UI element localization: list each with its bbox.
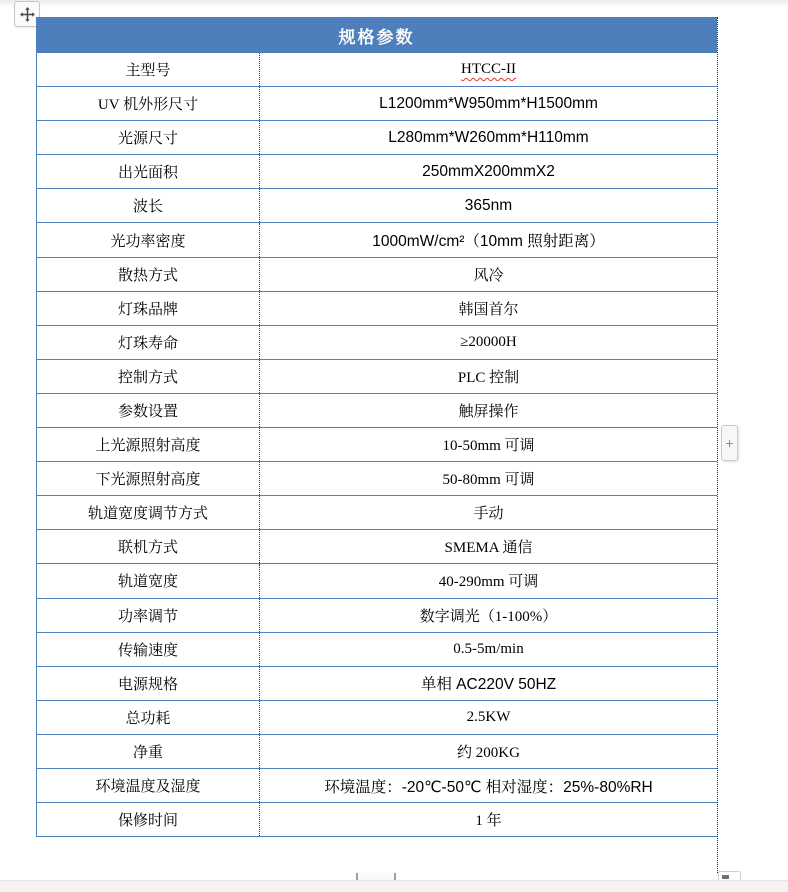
spec-label: 灯珠寿命 <box>117 335 178 352</box>
table-row <box>37 258 717 292</box>
table-row <box>37 564 717 598</box>
table-row <box>37 530 717 564</box>
insert-button[interactable] <box>721 425 738 461</box>
spec-label: 控制方式 <box>117 369 178 386</box>
window-top-edge <box>0 0 788 7</box>
spec-value-text: 250mmX200mmX2 <box>422 162 555 180</box>
spec-value-text: 单相 AC220V 50HZ <box>420 676 557 694</box>
spec-value <box>259 53 717 86</box>
spec-label: 光源尺寸 <box>117 131 178 148</box>
table-row <box>37 223 717 257</box>
spec-value <box>259 155 717 188</box>
spec-value-text: 1000mW/cm²（10mm 照射距离） <box>372 233 605 251</box>
spec-label: 下光源照射高度 <box>95 472 201 489</box>
scrollbar-right-cap <box>394 873 396 880</box>
spec-label: 轨道宽度 <box>117 574 178 591</box>
spec-value-text: 50-80mm 可调 <box>442 472 535 489</box>
table-row <box>37 326 717 360</box>
spec-value <box>259 803 717 836</box>
move-icon <box>20 7 35 22</box>
horizontal-scrollbar[interactable] <box>356 873 396 880</box>
spec-value <box>259 735 717 768</box>
table-row <box>37 53 717 87</box>
table-row <box>37 496 717 530</box>
spec-value-text: HTCC-II <box>461 61 516 78</box>
spec-value-text: PLC 控制 <box>457 369 520 386</box>
spec-label: 出光面积 <box>117 165 178 182</box>
spec-value-text: 10-50mm 可调 <box>442 438 535 455</box>
spec-value-text: 手动 <box>473 506 504 523</box>
spec-value <box>259 496 717 529</box>
spec-label: 电源规格 <box>117 676 178 693</box>
spec-value-text: 韩国首尔 <box>458 301 519 318</box>
table-row <box>37 189 717 223</box>
spec-label: 散热方式 <box>117 267 178 284</box>
spec-table <box>36 17 717 837</box>
text-boundary-line <box>717 17 718 873</box>
plus-icon: + <box>725 435 734 451</box>
table-row <box>37 599 717 633</box>
spec-value <box>259 667 717 700</box>
spec-value-text: 风冷 <box>473 267 504 284</box>
spec-value <box>259 189 717 222</box>
spec-value-text: L1200mm*W950mm*H1500mm <box>379 94 598 112</box>
spec-value <box>259 633 717 666</box>
spec-label: 总功耗 <box>125 710 171 727</box>
table-row <box>37 292 717 326</box>
table-row <box>37 87 717 121</box>
table-row <box>37 360 717 394</box>
table-row <box>37 735 717 769</box>
spec-value-text: 40-290mm 可调 <box>438 574 539 591</box>
table-row <box>37 394 717 428</box>
spec-value <box>259 769 717 802</box>
spec-label: 光功率密度 <box>110 233 186 250</box>
spec-value-text: 2.5KW <box>466 708 511 725</box>
spec-value-text: 1 年 <box>475 813 502 830</box>
table-row <box>37 428 717 462</box>
spec-label: 净重 <box>132 744 163 761</box>
spec-label: 上光源照射高度 <box>95 438 201 455</box>
spec-label: 轨道宽度调节方式 <box>87 506 208 523</box>
spec-value <box>259 564 717 597</box>
table-row <box>37 667 717 701</box>
spec-label: 联机方式 <box>117 540 178 557</box>
spec-value-text: 约 200KG <box>457 744 520 761</box>
spec-value-text: 环境温度：-20℃-50℃ 相对湿度：25%-80%RH <box>324 778 653 796</box>
spec-label: 功率调节 <box>117 608 178 625</box>
spec-label: 波长 <box>132 199 163 216</box>
spec-value <box>259 701 717 734</box>
spec-value <box>259 223 717 256</box>
table-body <box>36 53 717 837</box>
resize-grip-icon <box>722 875 729 879</box>
table-row <box>37 769 717 803</box>
spec-label: UV 机外形尺寸 <box>97 97 199 114</box>
table-row <box>37 462 717 496</box>
spec-label: 灯珠品牌 <box>117 301 178 318</box>
spec-value-text: 数字调光（1-100%） <box>419 608 558 625</box>
table-row <box>37 155 717 189</box>
spec-value <box>259 360 717 393</box>
spec-value <box>259 87 717 120</box>
table-row <box>37 701 717 735</box>
spec-value <box>259 326 717 359</box>
spec-value-text: ≥20000H <box>460 333 517 350</box>
spec-value <box>259 258 717 291</box>
spec-label: 参数设置 <box>117 403 178 420</box>
scrollbar-left-cap <box>356 873 358 880</box>
spec-value-text: 触屏操作 <box>458 403 519 420</box>
window-bottom-edge <box>0 880 788 892</box>
table-row <box>37 633 717 667</box>
spec-value <box>259 599 717 632</box>
spec-value-text: 0.5-5m/min <box>453 640 524 657</box>
spec-value <box>259 121 717 154</box>
spec-value <box>259 530 717 563</box>
spec-value <box>259 292 717 325</box>
spec-value-text: 365nm <box>464 196 513 214</box>
spec-label: 传输速度 <box>117 642 178 659</box>
table-title: 规格参数 <box>338 27 415 47</box>
spec-label: 环境温度及湿度 <box>95 779 201 796</box>
spec-value <box>259 394 717 427</box>
spec-value <box>259 428 717 461</box>
spec-value-text: L280mm*W260mm*H110mm <box>388 128 589 146</box>
spec-value-text: SMEMA 通信 <box>444 540 533 557</box>
table-row <box>37 803 717 837</box>
table-title-bar <box>36 17 717 53</box>
spec-value <box>259 462 717 495</box>
spec-label: 保修时间 <box>117 813 178 830</box>
spec-label: 主型号 <box>125 63 171 80</box>
table-row <box>37 121 717 155</box>
